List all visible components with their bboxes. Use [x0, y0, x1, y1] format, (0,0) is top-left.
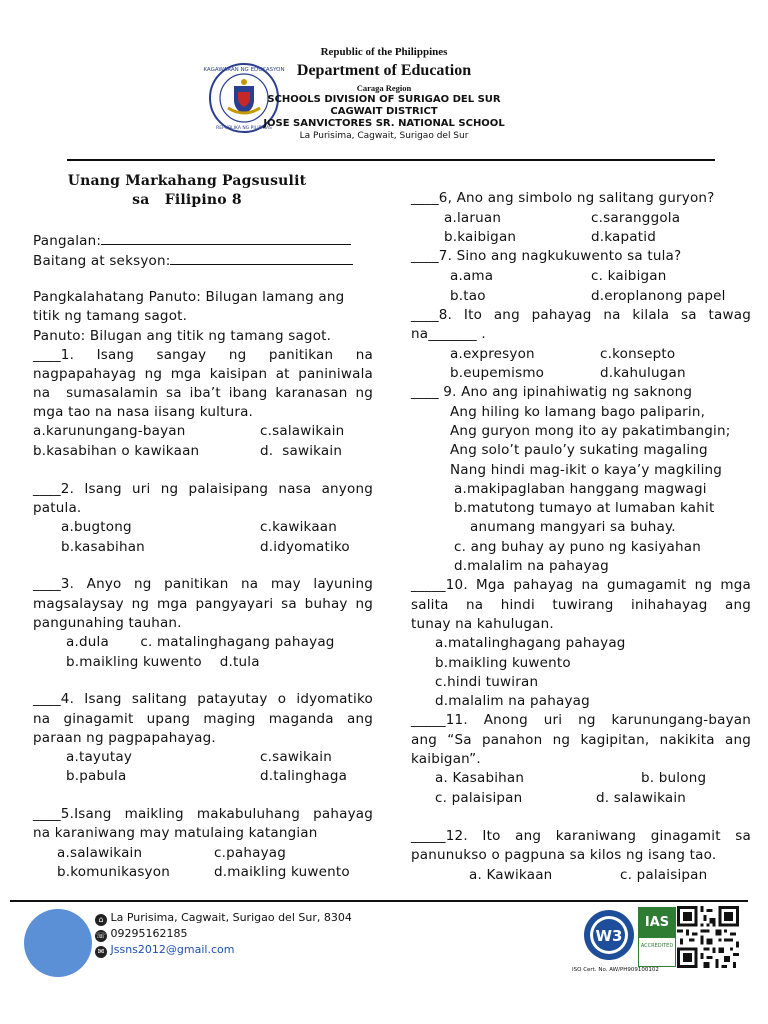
q2-choice-d[interactable]: d.idyomatiko [260, 539, 350, 555]
question-10-line3: tunay na kahulugan. [411, 616, 554, 632]
question-11-line3: kaibigan”. [411, 751, 481, 767]
q11-choice-a[interactable]: a. Kasabihan [435, 770, 525, 786]
q11-choice-b[interactable]: b. bulong [641, 770, 707, 786]
question-2-line2: patula. [33, 500, 82, 516]
question-3-line1: ____3. Anyo ng panitikan na may layuning [33, 576, 373, 592]
department-title: Department of Education [296, 62, 472, 79]
q4-choice-a[interactable]: a.tayutay [66, 749, 133, 765]
question-2-line1: ____2. Isang uri ng palaisipang nasa anyong [33, 481, 373, 497]
q2-choice-c[interactable]: c.kawikaan [260, 519, 338, 535]
q10-choice-b[interactable]: b.maikling kuwento [435, 655, 571, 671]
q11-choice-c[interactable]: c. palaisipan [435, 790, 523, 806]
q5-choice-d[interactable]: d.maikling kuwento [214, 864, 350, 880]
ias-accreditation-logo [638, 907, 676, 967]
q6-choice-c[interactable]: c.saranggola [591, 210, 681, 226]
republic-line: Republic of the Philippines [320, 46, 448, 58]
question-4-line2: na ginagamit upang maging maganda ang [33, 711, 373, 727]
q9-poem-line1: Ang hiling ko lamang bago paliparin, [450, 404, 706, 420]
q9-choice-b-line1[interactable]: b.matutong tumayo at lumaban kahit [454, 500, 715, 516]
iso-cert-number: ISO Cert. No. AW/PH909100102 [572, 967, 659, 973]
question-5-line1: ____5.Isang maikling makabuluhang pahayag [33, 806, 373, 822]
q1-choice-d[interactable]: d. sawikain [260, 443, 343, 459]
mail-icon: ✉ [95, 946, 107, 958]
q7-choice-a[interactable]: a.ama [450, 268, 494, 284]
grade-field[interactable] [33, 251, 353, 269]
region-line: Caraga Region [356, 83, 412, 93]
q6-choice-b[interactable]: b.kaibigan [444, 229, 517, 245]
w3-cert-logo [583, 909, 635, 961]
home-icon: ⌂ [95, 914, 107, 926]
question-3-line2: magsalaysay ng mga pangyayari sa buhay ng [33, 596, 373, 612]
q4-choice-b[interactable]: b.pabula [66, 768, 127, 784]
question-9-line1: ____ 9. Ano ang ipinahiwatig ng saknong [411, 384, 693, 400]
question-1-line3: na sumasalamin sa iba’t ibang karanasan ng [33, 385, 373, 401]
footer-email-link[interactable]: Jssns2012@gmail.com [110, 943, 235, 956]
general-instruction-line1: Pangkalahatang Panuto: Bilugan lamang ang [33, 289, 345, 305]
question-8-line1: ____8. Ito ang pahayag na kilala sa tawag [411, 307, 751, 323]
q12-choice-a[interactable]: a. Kawikaan [469, 867, 553, 883]
q2-choice-b[interactable]: b.kasabihan [61, 539, 145, 555]
q10-choice-d[interactable]: d.malalim na pahayag [435, 693, 590, 709]
footer-circle [24, 909, 92, 977]
header-divider [67, 159, 715, 161]
question-4-line1: ____4. Isang salitang patayutay o idyomatiko [33, 691, 373, 707]
division-line: SCHOOLS DIVISION OF SURIGAO DEL SUR [267, 94, 501, 105]
q3-choices-b-d[interactable]: b.maikling kuwento d.tula [66, 654, 260, 670]
q10-choice-c[interactable]: c.hindi tuwiran [435, 674, 539, 690]
q5-choice-c[interactable]: c.pahayag [214, 845, 287, 861]
q5-choice-b[interactable]: b.komunikasyon [57, 864, 170, 880]
q10-choice-a[interactable]: a.matalinghagang pahayag [435, 635, 626, 651]
grade-underline[interactable] [170, 251, 353, 265]
grade-label: Baitang at seksyon: [33, 253, 171, 269]
q7-choice-d[interactable]: d.eroplanong papel [591, 288, 726, 304]
question-1-line4: mga tao na nasa iisang kultura. [33, 404, 254, 420]
q11-choice-d[interactable]: d. salawikain [596, 790, 687, 806]
qr-code[interactable] [677, 906, 739, 968]
q5-choice-a[interactable]: a.salawikain [57, 845, 143, 861]
q7-choice-b[interactable]: b.tao [450, 288, 486, 304]
footer-divider [10, 900, 748, 902]
question-10-line1: _____10. Mga pahayag na gumagamit ng mga [411, 577, 751, 593]
question-1-line2: nagpapahayag ng mga kaisipan at paniniwala [33, 366, 373, 382]
question-3-line3: pangunahing tauhan. [33, 615, 182, 631]
question-12-line1: _____12. Ito ang karaniwang ginagamit sa [411, 828, 751, 844]
q12-choice-c[interactable]: c. palaisipan [620, 867, 708, 883]
instruction: Panuto: Bilugan ang titik ng tamang sagot. [33, 328, 332, 344]
q9-choice-c[interactable]: c. ang buhay ay puno ng kasiyahan [454, 539, 702, 555]
footer-contact [95, 910, 352, 958]
q9-choice-a[interactable]: a.makipaglaban hanggang magwagi [454, 481, 707, 497]
left-column [33, 170, 373, 890]
question-5-line2: na karaniwang may matulaing katangian [33, 825, 318, 841]
q9-choice-d[interactable]: d.malalim na pahayag [454, 558, 609, 574]
q8-choice-d[interactable]: d.kahulugan [600, 365, 686, 381]
general-instruction-line2: titik ng tamang sagot. [33, 308, 188, 324]
district-line: CAGWAIT DISTRICT [330, 106, 438, 117]
name-underline[interactable] [101, 231, 351, 245]
question-11-line2: ang “Sa panahon ng kagipitan, nakikita ang [411, 732, 751, 748]
phone-icon: ☏ [95, 931, 106, 940]
q1-choice-c[interactable]: c.salawikain [260, 423, 345, 439]
right-column [411, 190, 751, 890]
test-subject: sa Filipino 8 [132, 192, 242, 208]
question-1-line1: ____1. Isang sangay ng panitikan na [33, 347, 373, 363]
question-7-line1: ____7. Sino ang nagkukuwento sa tula? [411, 248, 682, 264]
q6-choice-a[interactable]: a.laruan [444, 210, 502, 226]
w3-label: W3 [595, 927, 623, 945]
footer-address-row [95, 910, 352, 926]
question-6-line1: ____6, Ano ang simbolo ng salitang guryon? [411, 190, 715, 206]
question-11-line1: _____11. Anong uri ng karunungang-bayan [411, 712, 751, 728]
test-title: Unang Markahang Pagsusulit [67, 173, 307, 189]
q9-poem-line2: Ang guryon mong ito ay pakatimbangin; [450, 423, 731, 439]
footer-address: La Purisima, Cagwait, Surigao del Sur, 8304 [110, 911, 352, 924]
q4-choice-d[interactable]: d.talinghaga [260, 768, 348, 784]
ias-label: IAS [639, 908, 675, 938]
footer-phone-row [95, 926, 352, 942]
school-name: JOSE SANVICTORES SR. NATIONAL SCHOOL [263, 118, 505, 129]
q9-poem-line4: Nang hindi mag-ikit o kaya’y magkiling [450, 462, 723, 478]
question-10-line2: salita na hindi tuwirang inihahayag ang [411, 597, 751, 613]
q8-choice-b[interactable]: b.eupemismo [450, 365, 545, 381]
q8-choice-a[interactable]: a.expresyon [450, 346, 535, 362]
name-label: Pangalan: [33, 233, 102, 249]
q3-choices-a-c[interactable]: a.dula c. matalinghagang pahayag [66, 634, 335, 650]
name-field[interactable] [33, 231, 351, 249]
school-address: La Purisima, Cagwait, Surigao del Sur [299, 131, 469, 141]
question-4-line3: paraan ng pagpapahayag. [33, 730, 216, 746]
seal-text-bottom: REPUBLIKA NG PILIPINAS [216, 126, 272, 131]
footer-phone: 09295162185 [110, 927, 188, 940]
q9-poem-line3: Ang solo’t paulo’y sukating magaling [450, 442, 708, 458]
question-8-line2: na_______ . [411, 326, 486, 342]
seal-text-top: KAGAWARAN NG EDUKASYON [203, 67, 285, 73]
q4-choice-c[interactable]: c.sawikain [260, 749, 332, 765]
footer-email-row [95, 942, 352, 958]
q6-choice-d[interactable]: d.kapatid [591, 229, 656, 245]
q9-choice-b-line2[interactable]: anumang mangyari sa buhay. [470, 519, 676, 535]
q8-choice-c[interactable]: c.konsepto [600, 346, 676, 362]
q1-choice-a[interactable]: a.karunungang-bayan [33, 423, 186, 439]
question-12-line2: panunukso o pagpuna sa kilos ng isang tao. [411, 847, 717, 863]
q1-choice-b[interactable]: b.kasabihan o kawikaan [33, 443, 200, 459]
ias-accredited: ACCREDITED [640, 943, 674, 949]
q7-choice-c[interactable]: c. kaibigan [591, 268, 667, 284]
q2-choice-a[interactable]: a.bugtong [61, 519, 132, 535]
